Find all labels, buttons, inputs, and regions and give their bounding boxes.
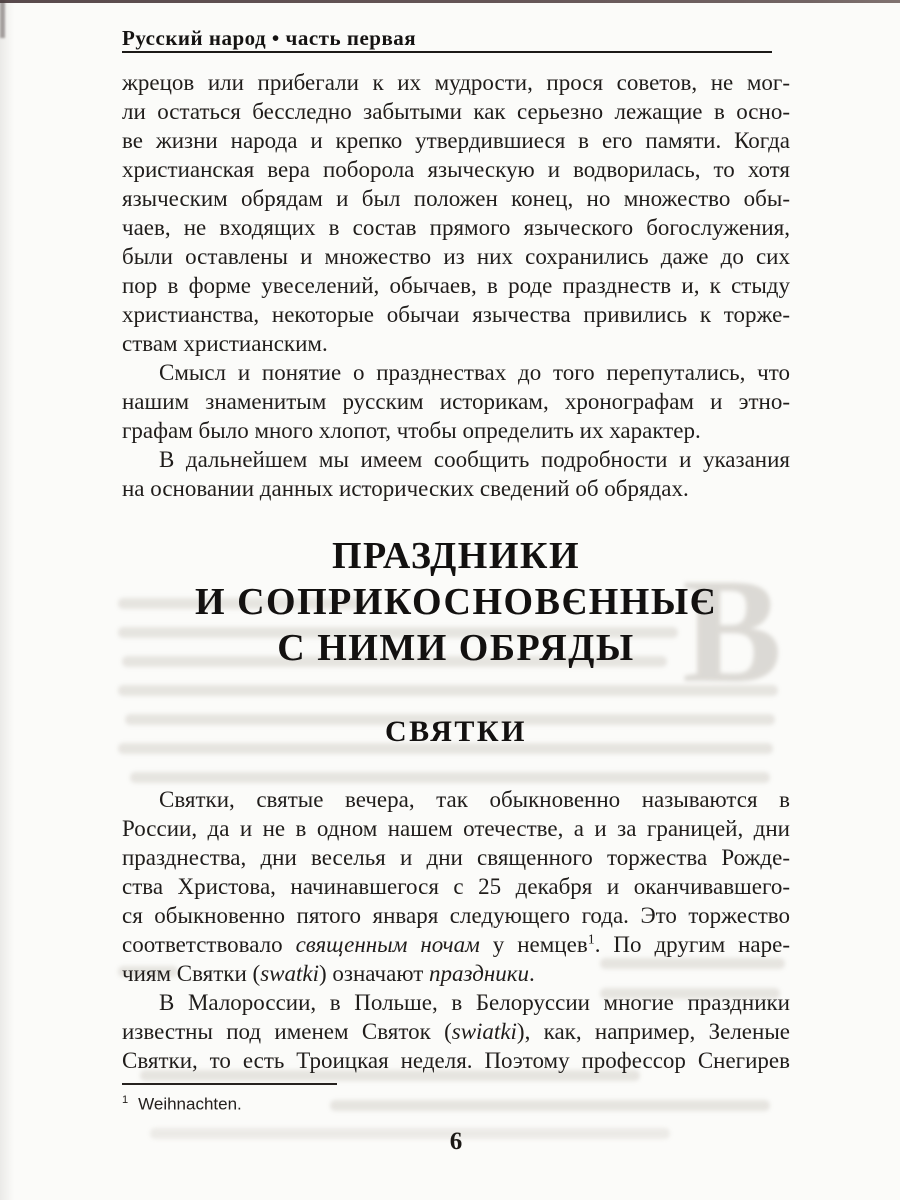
text-line: графам было много хлопот, чтобы определить их характер. — [122, 418, 701, 443]
text-line: В Малороссии, в Польше, в Белоруссии многие праздники — [159, 990, 790, 1015]
text-line: христианства, некоторые обычаи язычества привились к торже- — [122, 302, 790, 327]
chapter-heading-line: С НИМИ ОБРЯДЫ — [277, 627, 635, 669]
running-head: Русский народ • часть первая — [122, 26, 417, 50]
text-line: ства Христова, начинавшегося с 25 декабря и оканчивавшего- — [122, 874, 790, 899]
text-line: были оставлены и множество из них сохранились даже до сих — [122, 244, 790, 269]
text-line: христианская вера поборола языческую и водворилась, то хотя — [122, 157, 790, 182]
text-line: соответствовало священным ночам у немцев$^1$. По другим наре- — [122, 932, 790, 957]
chapter-heading-line: ПРАЗДНИКИ — [331, 535, 580, 577]
text-line: Святки, святые вечера, так обыкновенно называются в — [159, 787, 790, 812]
text-line: Смысл и понятие о празднествах до того перепутались, что — [159, 360, 790, 385]
chapter-heading-line: И СОПРИКОСНОВЄННЫЄ — [195, 581, 717, 623]
scan-left-shade — [0, 0, 14, 1200]
text-line: чиям Святки (swatki) означают праздники. — [122, 961, 535, 986]
bleedthrough-dropcap: В — [682, 548, 783, 714]
text-line: на основании данных исторических сведений об обрядах. — [122, 476, 689, 501]
text-line: России, да и не в одном нашем отечестве, а и за границей, дни — [122, 816, 790, 841]
text-line: пор в форме увеселений, обычаев, в роде празднеств и, к стыду — [122, 273, 790, 298]
text-line: ся обыкновенно пятого января следующего года. Это торжество — [122, 903, 790, 928]
footnote-marker: 1 — [122, 1094, 129, 1106]
scan-top-edge — [0, 0, 900, 3]
paragraph — [122, 988, 790, 1075]
text-line: нашим знаменитым русским историкам, хронографам и этно- — [122, 389, 790, 414]
scan-corner-mark — [0, 0, 5, 38]
text-line: ве жизни народа и крепко утвердившиеся в его памяти. Когда — [122, 128, 790, 153]
page-number: 6 — [449, 1127, 463, 1155]
text-line: В дальнейшем мы имеем сообщить подробности и указания — [159, 447, 790, 472]
section-subheading: СВЯТКИ — [385, 715, 527, 748]
footnote-rule — [122, 1083, 337, 1085]
chapter-heading — [122, 533, 790, 671]
text-line: ствам христианским. — [122, 331, 328, 356]
page-body — [122, 68, 790, 1156]
paragraph — [122, 445, 790, 503]
text-line: празднества, дни веселья и дни священного торжества Рожде- — [122, 845, 790, 870]
text-line: ли остаться бесследно забытыми как серьезно лежащие в осно- — [122, 99, 790, 124]
text-line: чаев, не входящих в состав прямого языческого богослужения, — [122, 215, 790, 240]
paragraph — [122, 785, 790, 988]
running-head-rule — [122, 51, 772, 53]
footnote-text: Weihnachten. — [138, 1094, 242, 1114]
text-line: языческим обрядам и был положен конец, но множество обы- — [122, 186, 790, 211]
text-line: Святки, то есть Троицкая неделя. Поэтому профессор Снегирев — [122, 1048, 790, 1073]
text-line: известны под именем Святок (swiatki), как, например, Зеленые — [122, 1019, 790, 1044]
paragraph — [122, 358, 790, 445]
text-line: жрецов или прибегали к их мудрости, прося советов, не мог- — [122, 70, 790, 95]
footnote — [122, 1089, 790, 1116]
paragraph — [122, 68, 790, 358]
